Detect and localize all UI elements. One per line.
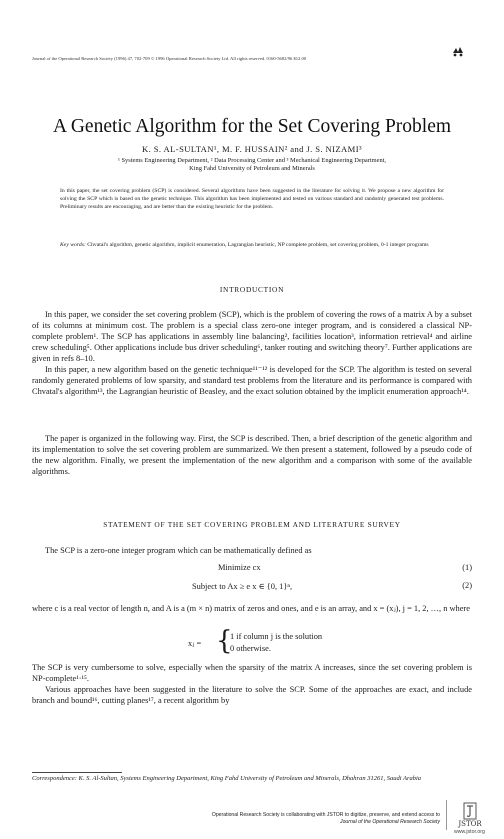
statement-paragraph-3: Various approaches have been suggested in the literature to solve the SCP. Some of the approaches are exact, and include branch and bound¹⁶, cutting planes¹⁷, a recent algorithm by [32, 685, 472, 705]
jstor-url[interactable]: www.jstor.org [454, 829, 485, 835]
footnote-divider [32, 772, 122, 773]
equation-1-body: Minimize cx [218, 563, 261, 572]
correspondence-note: Correspondence: K. S. Al-Sultan, Systems Engineering Department, King Fahd University of Petroleum and Minerals, Dhahran 31261, Saudi Arabia [32, 775, 422, 782]
piecewise-case-2: 0 otherwise. [230, 644, 271, 653]
jstor-logo[interactable] [446, 800, 493, 830]
keywords-label: Key words: [60, 242, 86, 248]
journal-citation-line: Journal of the Operational Research Society (1996) 47, 702-709 © 1996 Operational Research Society Ltd. All rights reserved. 0160-5682/96 $12.00 [32, 56, 307, 61]
left-brace-icon: { [216, 626, 233, 656]
section-heading-introduction: INTRODUCTION [219, 285, 285, 294]
jstor-notice [60, 812, 440, 826]
statement-paragraph-2: The SCP is very cumbersome to solve, especially when the sparsity of the matrix A increases, since the set covering problem is NP-complete¹·¹⁵. [32, 663, 472, 683]
paper-title: A Genetic Algorithm for the Set Covering Problem [52, 116, 452, 137]
keywords [60, 241, 444, 249]
jstor-notice-line-1: Operational Research Society is collaborating with JSTOR to digitize, preserve, and extend access to [211, 812, 440, 818]
keywords-text: Chvatal's algorithm, genetic algorithm, implicit enumeration, Lagrangian heuristic, NP complete problem, set covering problem, 0-1 integer programs [85, 242, 429, 248]
equation-2-body: Subject to Ax ≥ e x ∈ {0, 1}ⁿ, [192, 582, 293, 591]
piecewise-lhs: xⱼ = [188, 639, 202, 648]
affiliations [60, 157, 444, 173]
section-heading-statement: STATEMENT OF THE SET COVERING PROBLEM AND LITERATURE SURVEY [103, 520, 401, 529]
jstor-notice-line-2: Journal of the Operational Research Society [340, 819, 440, 826]
equation-2-number: (2) [462, 581, 472, 590]
equation-2 [32, 581, 472, 593]
abstract: In this paper, the set covering problem (SCP) is considered. Several algorithms have been suggested in the literature for solving it. We propose a new algorithm for solving the SCP which is based on the genetic technique. This algorithm has been implemented and tested on various standard and randomly generated test problems. Preliminary results are encouraging, and are better than the existing heuristic for the problem. [60, 188, 444, 211]
statement-where-clause: where c is a real vector of length n, and A is a (m × n) matrix of zeros and ones, and e is an array, and x = (xⱼ), j = 1, 2, …, n where [32, 604, 470, 613]
author-list: K. S. AL-SULTAN¹, M. F. HUSSAIN² and J. S. NIZAMI³ [142, 144, 362, 154]
affiliation-line-1: ¹ Systems Engineering Department, ² Data Processing Center and ³ Mechanical Engineering Department, [117, 157, 387, 164]
intro-paragraph-1: In this paper, we consider the set covering problem (SCP), which is the problem of covering the rows of a matrix A by a subset of its columns at minimum cost. The problem is a special class zero-one integer program, and is considered a classical NP-complete problem¹. The SCP has applications in assembly line balancing², facilities location³, information retrieval⁴ and airline crew scheduling⁵. Other applications include bus driver scheduling⁶, tanker routing and switching theory⁷. Further applications are given in refs 8–10. [32, 310, 472, 363]
intro-paragraph-2: In this paper, a new algorithm based on the genetic technique¹¹⁻¹² is developed for the SCP. The algorithm is tested on several randomly generated problems of low sparsity, and standard test problems from the literature and its performance is compared with Chvatal's algorithm¹³, the Lagrangian heuristic of Beasley, and the exact solution obtained by the implicit enumeration approach¹⁴. [32, 365, 472, 396]
equation-1-number: (1) [462, 563, 472, 572]
affiliation-line-2: King Fahd University of Petroleum and Minerals [189, 165, 315, 172]
equation-1 [32, 563, 472, 575]
statement-paragraph-1: The SCP is a zero-one integer program which can be mathematically defined as [45, 546, 312, 555]
intro-paragraph-3: The paper is organized in the following way. First, the SCP is described. Then, a brief description of the genetic algorithm and its implementation to solve the set covering problem are summarized. We then present a statement, followed by a pseudo code of the new algorithm. Finally, we present the implementation of the new algorithm and a comparison with some of the available algorithms. [32, 434, 472, 476]
jstor-wordmark: JSTOR [458, 820, 482, 828]
jstor-emblem-icon [462, 802, 478, 820]
publisher-logo-icon [451, 44, 465, 58]
piecewise-definition [188, 626, 398, 656]
piecewise-case-1: 1 if column j is the solution [230, 632, 323, 641]
